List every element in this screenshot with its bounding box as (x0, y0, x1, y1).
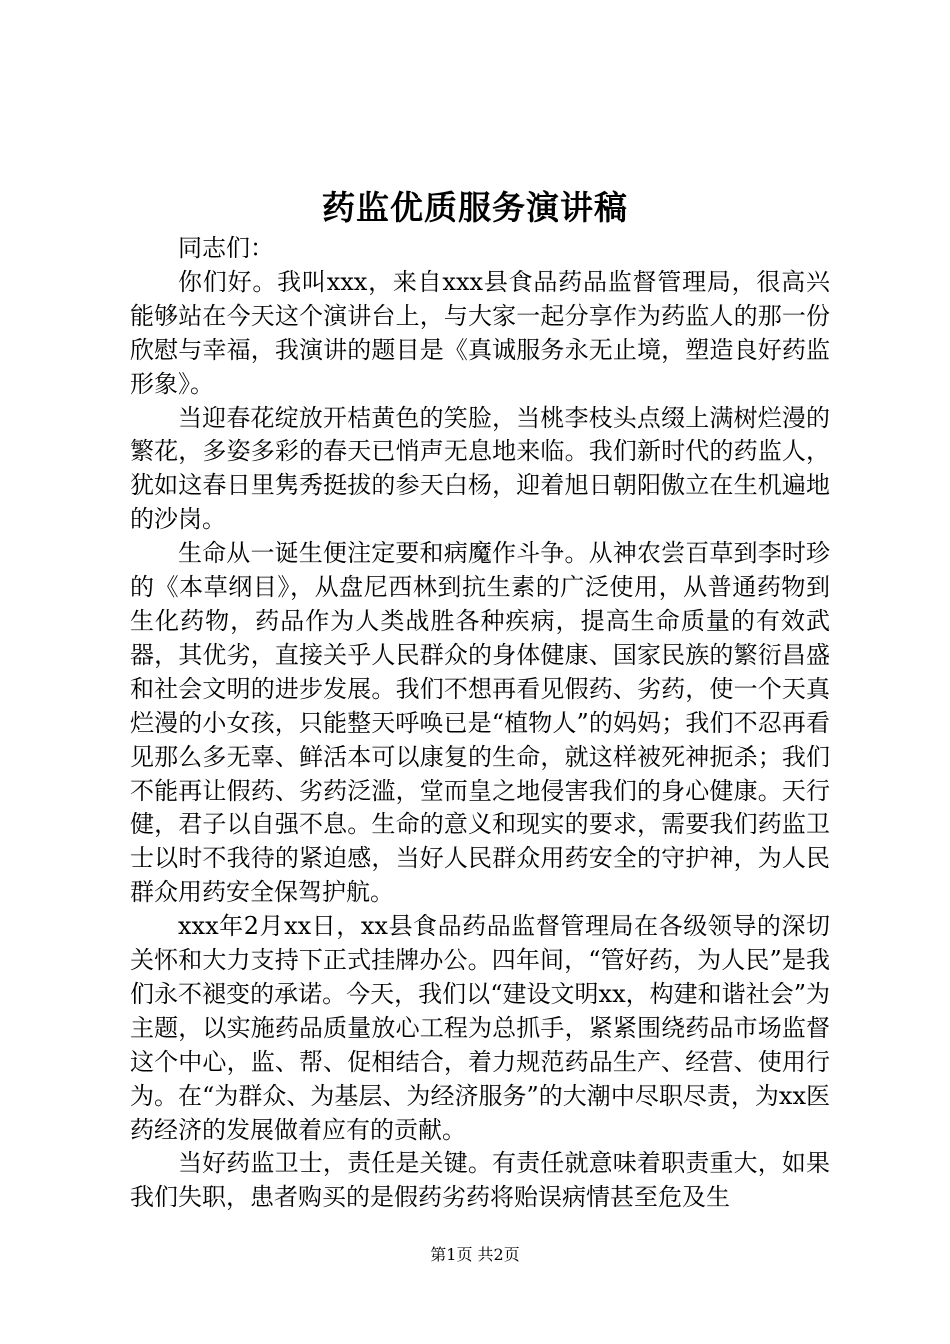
paragraph-responsibility: 当好药监卫士，责任是关键。有责任就意味着职责重大，如果我们失职，患者购买的是假药劣药将贻误病情甚至危及生 (130, 1149, 830, 1212)
document-title: 药监优质服务演讲稿 (322, 188, 628, 227)
paragraph-greeting: 你们好。我叫xxx，来自xxx县食品药品监督管理局，很高兴能够站在今天这个演讲台上，与大家一起分享作为药监人的那一份欣慰与幸福，我演讲的题目是《真诚服务永无止境，塑造良好药监形象》。 (130, 267, 830, 398)
salutation: 同志们： (178, 234, 274, 262)
paragraph-life: 生命从一诞生便注定要和病魔作斗争。从神农尝百草到李时珍的《本草纲目》，从盘尼西林到抗生素的广泛使用，从普通药物到生化药物，药品作为人类战胜各种疾病，提高生命质量的有效武器，其优劣，直接关乎人民群众的身体健康、国家民族的繁衍昌盛和社会文明的进步发展。我们不想再看见假药、劣药，使一个天真烂漫的小女孩，只能整天呼唤已是“植物人”的妈妈；我们不忍再看见那么多无辜、鲜活本可以康复的生命，就这样被死神扼杀；我们不能再让假药、劣药泛滥，堂而皇之地侵害我们的身心健康。天行健，君子以自强不息。生命的意义和现实的要求，需要我们药监卫士以时不我待的紧迫感，当好人民群众用药安全的守护神，为人民群众用药安全保驾护航。 (130, 539, 830, 907)
paragraph-spring: 当迎春花绽放开桔黄色的笑脸，当桃李枝头点缀上满树烂漫的繁花，多姿多彩的春天已悄声无息地来临。我们新时代的药监人，犹如这春日里隽秀挺拔的参天白杨，迎着旭日朝阳傲立在生机遍地的沙岗。 (130, 403, 830, 534)
document-body (130, 232, 830, 1215)
page-footer: 第1页 共2页 (430, 1245, 520, 1264)
paragraph-history: xxx年2月xx日，xx县食品药品监督管理局在各级领导的深切关怀和大力支持下正式挂牌办公。四年间，“管好药，为人民”是我们永不褪变的承诺。今天，我们以“建设文明xx，构建和谐社会”为主题，以实施药品质量放心工程为总抓手，紧紧围绕药品市场监督这个中心，监、帮、促相结合，着力规范药品生产、经营、使用行为。在“为群众、为基层、为经济服务”的大潮中尽职尽责，为xx医药经济的发展做着应有的贡献。 (130, 912, 830, 1144)
